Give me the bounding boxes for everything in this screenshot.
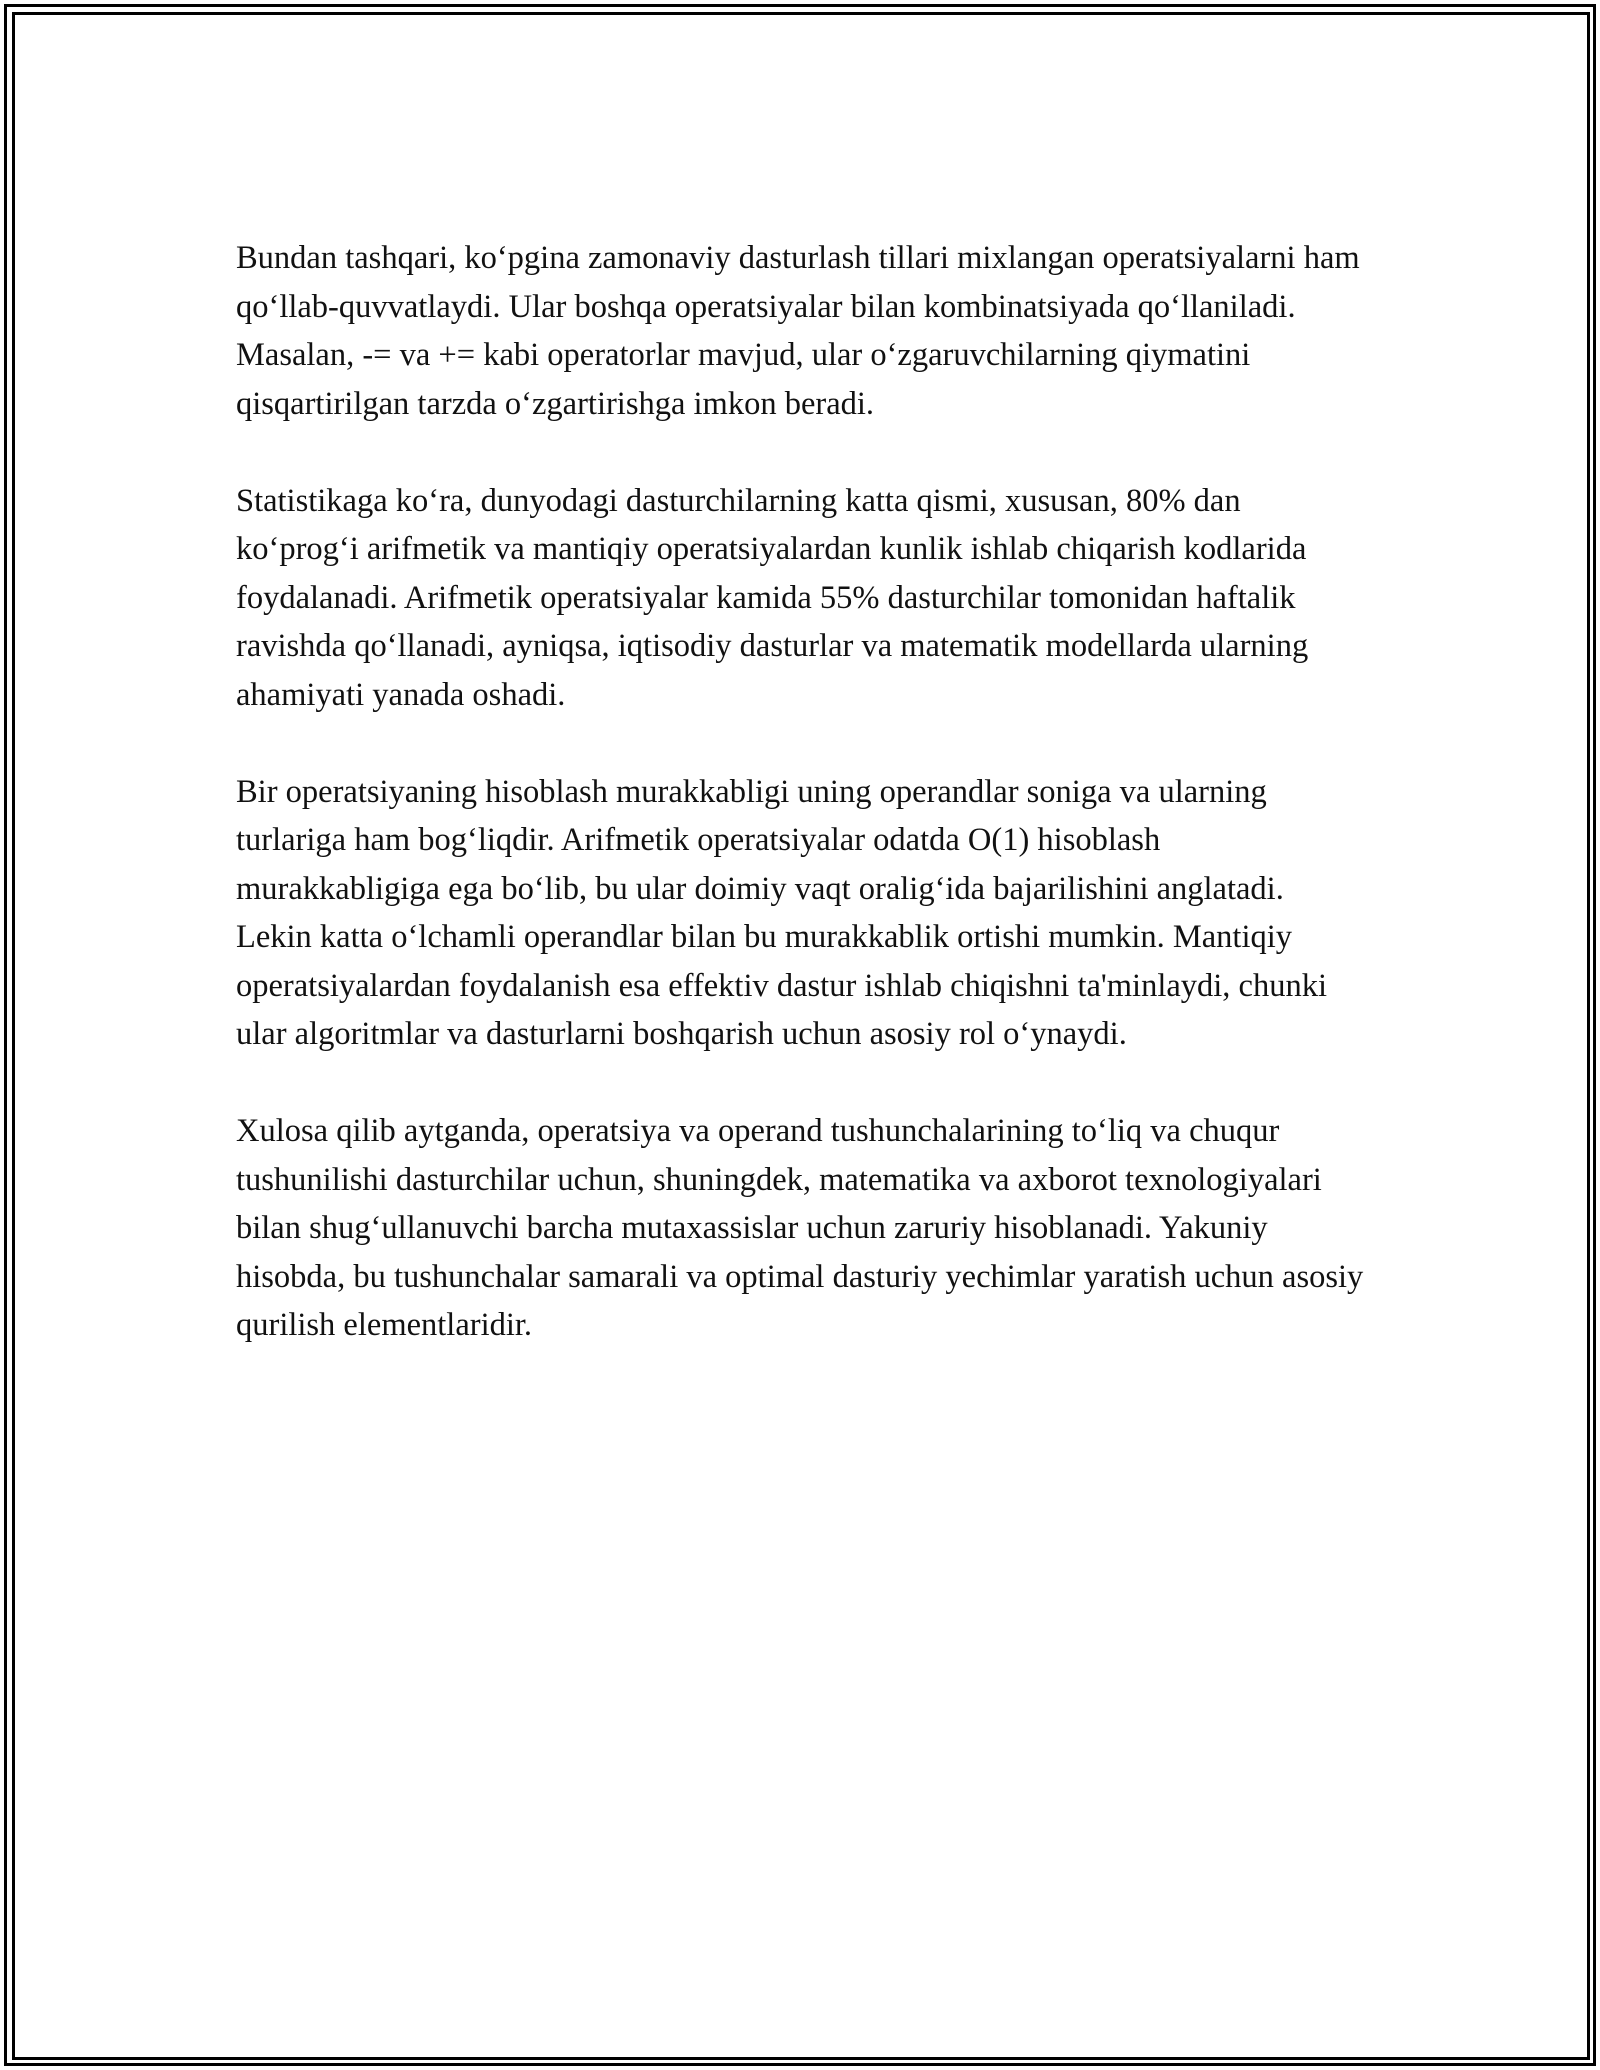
paragraph-statistics: Statistikaga ko‘ra, dunyodagi dasturchilarning katta qismi, xususan, 80% dan ko‘prog‘i arifmetik va mantiqiy operatsiyalardan kunlik ishlab chiqarish kodlarida foydalanadi. Arifmetik operatsiyalar kamida 55% dasturchilar tomonidan haftalik ravishda qo‘llanadi, ayniqsa, iqtisodiy dasturlar va matematik modellarda ularning ahamiyati yanada oshadi. [236,482,1309,713]
paragraph-operators: Bundan tashqari, ko‘pgina zamonaviy dasturlash tillari mixlangan operatsiyalarni ham qo‘llab-quvvatlaydi. Ular boshqa operatsiyalar bilan kombinatsiyada qo‘llaniladi. Masalan, -= va += kabi operatorlar mavjud, ular o‘zgaruvchilarning qiymatini qisqartirilgan tarzda o‘zgartirishga imkon beradi. [236,240,1360,422]
paragraph-complexity: Bir operatsiyaning hisoblash murakkabligi uning operandlar soniga va ularning turlariga ham bog‘liqdir. Arifmetik operatsiyalar odatda O(1) hisoblash murakkabligiga ega bo‘lib, bu ular doimiy vaqt oralig‘ida bajarilishini anglatadi. Lekin katta o‘lchamli operandlar bilan bu murakkablik ortishi mumkin. Mantiqiy operatsiyalardan foydalanish esa effektiv dastur ishlab chiqishni ta'minlaydi, chunki ular algoritmlar va dasturlarni boshqarish uchun asosiy rol o‘ynaydi. [236,773,1328,1052]
document-body [236,234,1366,1398]
paragraph-conclusion: Xulosa qilib aytganda, operatsiya va operand tushunchalarining to‘liq va chuqur tushunilishi dasturchilar uchun, shuningdek, matematika va axborot texnologiyalari bilan shug‘ullanuvchi barcha mutaxassislar uchun zaruriy hisoblanadi. Yakuniy hisobda, bu tushunchalar samarali va optimal dasturiy yechimlar yaratish uchun asosiy qurilish elementlaridir. [236,1113,1364,1343]
